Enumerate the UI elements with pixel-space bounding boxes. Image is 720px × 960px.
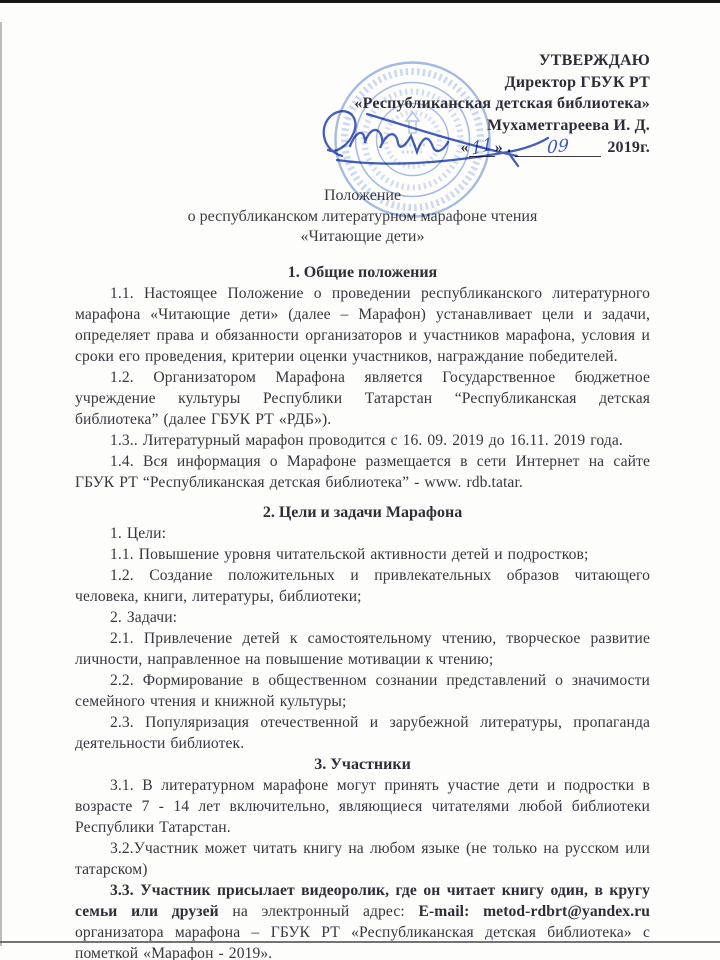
section-heading: 3. Участники [314,755,411,773]
paragraph [75,367,650,430]
approval-director-name: Мухаметгареева И. Д. [487,116,650,134]
document-title-line1: Положение [323,187,402,204]
paragraph-bold-run: 3.3. Участник присылает видеоролик, где он читает книгу один, в кругу семьи или друзей [75,881,650,920]
paragraph [75,565,650,607]
scan-edge-top [0,0,720,3]
paragraph-run: 1.2. Создание положительных и привлекательных образов читающего человека, книги, литературы, библиотеки; [75,566,650,605]
date-dot: . [507,139,512,156]
paragraph-run: 1. Цели: [110,524,167,542]
paragraph [75,838,650,880]
paragraph-run: 1.2. Организатором Марафона является Государственное бюджетное учреждение культуры Республики Татарстан “Республиканская детская библиотека” (далее ГБУК РТ «РДБ»). [75,368,650,428]
section-heading: 2. Цели и задачи Марафона [262,503,463,521]
document-title-line2: о республиканском литературном марафоне чтения [187,207,538,225]
paragraph-run: 1.4. Вся информация о Марафоне размещается в сети Интернет на сайте ГБУК РТ “Республиканская детская библиотека” - www. rdb.tatar. [75,452,650,491]
paragraph-run: 3.1. В литературном марафоне могут принять участие дети и подростки в возрасте 7 - 14 лет включительно, являющиеся читателями любой библиотеки Республики Татарстан. [75,776,650,836]
date-open-quote: « [460,139,469,156]
paragraph-run: 1.3.. Литературный марафон проводится с 16. 09. 2019 до 16.11. 2019 года. [110,431,623,449]
paragraph-bold-run: E-mail: metod-rdbrt@yandex.ru [418,902,650,920]
handwritten-day: 11 [471,134,493,160]
paragraph-run: 1.1. Настоящее Положение о проведении республиканского литературного марафона «Читающие дети» (далее – Марафон) устанавливает цели и задачи, определяет права и обязанности организаторов и участников марафона, условия и сроки его проведения, критерии оценки участников, награждание победителей. [75,284,650,365]
paragraph [75,283,650,367]
approval-director-title: Директор ГБУК РТ [504,73,650,91]
paragraph [75,544,650,565]
paragraph [75,712,650,754]
sections-container [75,262,650,960]
paragraph [75,523,650,544]
signature-icon [312,100,552,178]
document-body [75,186,650,960]
paragraph [75,880,650,960]
paragraph [75,775,650,838]
approval-org-name: «Республиканская детская библиотека» [354,95,650,112]
paragraph [75,670,650,712]
paragraph-run: 2.3. Популяризация отечественной и зарубежной литературы, пропаганда деятельности библиотек. [75,713,650,752]
paragraph-run: 1.1. Повышение уровня читательской активности детей и подростков; [110,545,589,563]
handwritten-month: 09 [547,135,570,159]
paragraph-run: 3.2.Участник может читать книгу на любом языке (не только на русском или татарском) [75,839,650,878]
paragraph-run: организатора марафона – ГБУК РТ «Республиканская детская библиотека» с пометкой «Марафон - 2019». [75,923,650,960]
paragraph [75,628,650,670]
paragraph-run: 2.1. Привлечение детей к самостоятельному чтению, творческое развитие личности, направленное на повышение мотивации к чтению; [75,629,650,668]
paragraph-run: 2.2. Формирование в общественном сознании представлений о значимости семейного чтения и книжной культуры; [75,671,650,710]
paragraph-run: 2. Задачи: [110,608,178,626]
document-title-line3: «Читающие дети» [300,228,425,245]
approval-word: УТВЕРЖДАЮ [538,52,650,69]
paragraph [75,451,650,493]
date-close-quote: » [494,139,503,156]
scan-edge-left [0,22,2,946]
section-heading: 1. Общие положения [287,263,438,281]
paragraph [75,430,650,451]
paragraph [75,607,650,628]
date-year: 2019г. [607,139,650,156]
paragraph-run: на электронный адрес: [218,902,419,920]
